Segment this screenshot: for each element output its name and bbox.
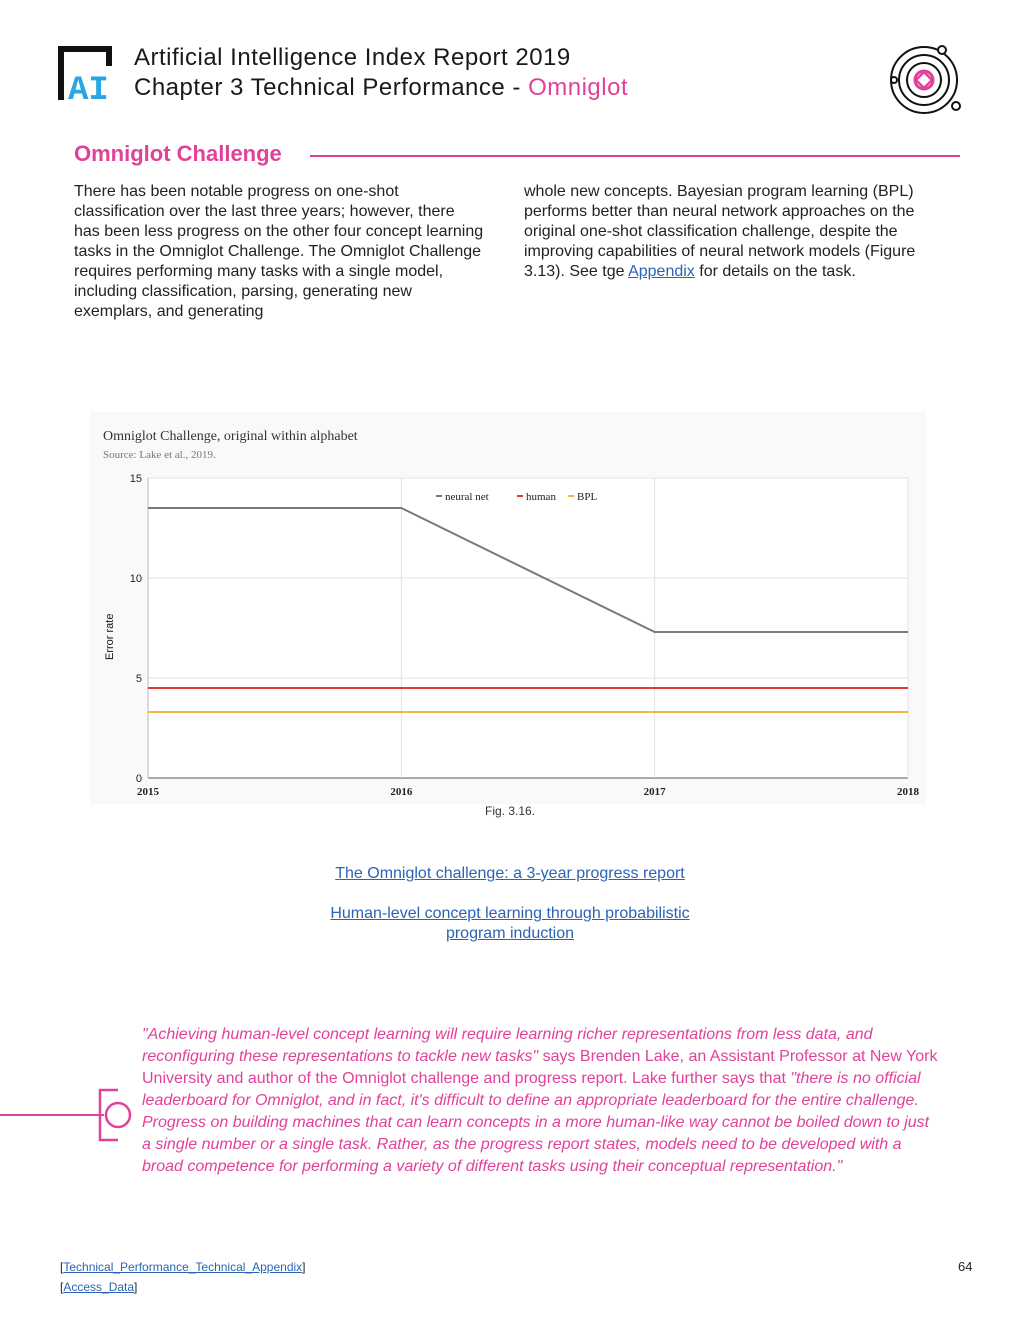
- footer-access-data: [60, 1280, 137, 1294]
- reference-link-omniglot-progress-report[interactable]: The Omniglot challenge: a 3-year progress report: [335, 865, 685, 882]
- chart-subtitle: Source: Lake et al., 2019.: [103, 449, 216, 461]
- x-tick-label: 2018: [897, 786, 919, 798]
- reference-1-container: [0, 864, 1020, 884]
- chart-gridlines: [148, 478, 908, 778]
- body-text-column-1: There has been notable progress on one-shot classification over the last three years; however, there has been less progress on the other four concept learning tasks in the Omniglot Challenge. The Omniglot Challenge requires performing many tasks with a single model, including classification, parsing, generating new exemplars, and generating: [74, 183, 484, 320]
- pull-quote: [142, 1024, 942, 1178]
- quote-part-1: "Achieving human-level concept learning will require learning richer representations from less data, and reconfiguring these representations to tackle new tasks": [142, 1026, 873, 1065]
- chapter-topic: Omniglot: [528, 74, 629, 101]
- legend-label: human: [526, 491, 556, 503]
- bracket-close: ]: [302, 1260, 306, 1274]
- reference-link-bpl-paper[interactable]: Human-level concept learning through probabilistic program induction: [330, 905, 690, 942]
- logo-text: AI: [68, 72, 109, 102]
- ai-index-logo-icon: [58, 46, 120, 102]
- bracket-close: ]: [134, 1280, 138, 1294]
- quote-part-3: "there is no official leaderboard for Omniglot, and in fact, it's difficult to define an appropriate leaderboard for the entire challenge. Progress on building machines that can learn concepts in a more human-like way cannot be boiled down to just a single number or a single task. Rather, as the progress report states, models need to be developed with a broad competence for performing a variety of different tasks using their conceptual representation.": [142, 1070, 930, 1175]
- x-tick-label: 2017: [643, 786, 666, 798]
- figure-caption: Fig. 3.16.: [484, 804, 536, 818]
- reference-2-container: [0, 904, 1020, 944]
- report-title: Artificial Intelligence Index Report 2019: [134, 44, 571, 71]
- body-text-column-2: [524, 182, 954, 282]
- y-tick-label: 0: [135, 773, 142, 785]
- y-tick-label: 5: [135, 673, 142, 685]
- y-tick-label: 10: [129, 573, 142, 585]
- x-tick-label: 2016: [390, 786, 413, 798]
- y-axis-label: Error rate: [104, 613, 116, 660]
- y-tick-label: 15: [129, 473, 142, 485]
- quote-part-2: says Brenden Lake, an Assistant Professor at New York University and author of the Omniglot challenge and progress report. Lake further says that: [142, 1048, 938, 1087]
- error-rate-line-chart: [90, 412, 926, 804]
- chart-title: Omniglot Challenge, original within alphabet: [103, 429, 358, 444]
- chapter-title-prefix: Chapter 3 Technical Performance -: [134, 74, 529, 101]
- legend-label: BPL: [577, 491, 598, 503]
- appendix-link[interactable]: Appendix: [628, 263, 695, 280]
- bracket-open: [: [60, 1280, 64, 1294]
- page-number: 64: [958, 1259, 973, 1274]
- footer-appendix-link[interactable]: Technical_Performance_Technical_Appendix: [63, 1260, 303, 1274]
- bracket-open: [: [60, 1260, 64, 1274]
- chapter-title: [134, 74, 628, 102]
- legend-label: neural net: [445, 491, 489, 503]
- quote-marker-icon: [0, 1086, 140, 1144]
- footer-appendix: [60, 1260, 306, 1274]
- plot-area: [148, 478, 908, 778]
- x-axis-ticks: [137, 786, 920, 798]
- y-axis-ticks: [130, 473, 142, 785]
- footer-access-data-link[interactable]: Access_Data: [63, 1280, 135, 1294]
- section-title: Omniglot Challenge: [74, 141, 282, 166]
- section-divider: [310, 155, 960, 157]
- chapter-badge-icon: [886, 42, 964, 120]
- body-text-col2-start: whole new concepts. Bayesian program learning (BPL) performs better than neural network approaches on the original one-shot classification challenge, despite the improving capabilities of neural network models (Figure 3.13). See tge: [524, 183, 916, 280]
- x-tick-label: 2015: [137, 786, 159, 798]
- body-text-col2-end: for details on the task.: [694, 263, 856, 280]
